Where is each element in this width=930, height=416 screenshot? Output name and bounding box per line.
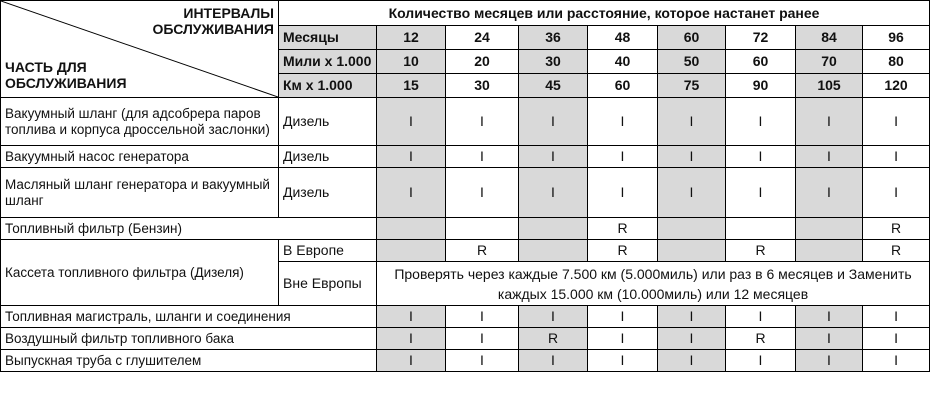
header-unit-label: Мили x 1.000 <box>279 50 377 74</box>
interval-value: 30 <box>446 74 519 98</box>
service-mark: I <box>446 328 519 350</box>
table-row <box>1 168 930 218</box>
header-unit-label: Месяцы <box>279 26 377 50</box>
service-mark: I <box>658 168 726 218</box>
interval-title-line: ИНТЕРВАЛЫ <box>183 5 274 21</box>
service-mark: I <box>863 98 930 146</box>
service-mark: I <box>446 350 519 372</box>
interval-value: 36 <box>519 26 588 50</box>
service-mark: I <box>796 328 863 350</box>
service-mark: I <box>658 98 726 146</box>
header-unit-label: Км x 1.000 <box>279 74 377 98</box>
interval-title <box>152 5 274 37</box>
engine-type: В Европе <box>279 240 377 262</box>
service-mark: R <box>726 328 796 350</box>
engine-type: Дизель <box>279 98 377 146</box>
part-name: Вакуумный шланг (для адсобрера паров топлива и корпуса дроссельной заслонки) <box>1 98 279 146</box>
interval-value: 60 <box>726 50 796 74</box>
engine-type: Дизель <box>279 168 377 218</box>
table-row <box>1 306 930 328</box>
engine-type: Дизель <box>279 146 377 168</box>
service-mark: I <box>446 146 519 168</box>
part-title-line: ЧАСТЬ ДЛЯ <box>5 58 87 75</box>
service-note: Проверять через каждые 7.500 км (5.000миль) или раз в 6 месяцев и Заменить каждых 15.000 км (10.000миль) или 12 месяцев <box>377 262 930 306</box>
service-mark: I <box>796 98 863 146</box>
service-mark: I <box>796 306 863 328</box>
service-mark: I <box>377 146 446 168</box>
service-mark: I <box>796 146 863 168</box>
service-mark: I <box>658 328 726 350</box>
service-mark: I <box>519 168 588 218</box>
service-mark: I <box>377 306 446 328</box>
service-mark: I <box>658 146 726 168</box>
service-mark: I <box>726 146 796 168</box>
service-mark: I <box>726 98 796 146</box>
table-row <box>1 350 930 372</box>
service-mark: I <box>377 328 446 350</box>
service-mark <box>519 218 588 240</box>
service-mark <box>519 240 588 262</box>
service-mark: R <box>588 240 658 262</box>
service-mark: I <box>658 350 726 372</box>
engine-type: Вне Европы <box>279 262 377 306</box>
interval-value: 50 <box>658 50 726 74</box>
service-mark: I <box>588 168 658 218</box>
interval-value: 40 <box>588 50 658 74</box>
table-row <box>1 240 930 262</box>
interval-value: 20 <box>446 50 519 74</box>
part-title <box>5 59 127 91</box>
service-mark <box>796 218 863 240</box>
service-mark: I <box>796 350 863 372</box>
service-mark: I <box>446 98 519 146</box>
service-mark: R <box>863 240 930 262</box>
interval-value: 24 <box>446 26 519 50</box>
part-name: Воздушный фильтр топливного бака <box>1 328 377 350</box>
service-mark: I <box>726 306 796 328</box>
interval-value: 10 <box>377 50 446 74</box>
interval-value: 80 <box>863 50 930 74</box>
service-mark <box>377 240 446 262</box>
service-mark: I <box>588 98 658 146</box>
interval-value: 70 <box>796 50 863 74</box>
part-name: Выпускная труба с глушителем <box>1 350 377 372</box>
service-mark: I <box>519 98 588 146</box>
header-corner <box>1 1 279 98</box>
service-mark: I <box>863 146 930 168</box>
service-mark: R <box>588 218 658 240</box>
interval-value: 48 <box>588 26 658 50</box>
service-mark <box>658 218 726 240</box>
service-mark: I <box>796 168 863 218</box>
interval-value: 90 <box>726 74 796 98</box>
service-mark: I <box>519 306 588 328</box>
interval-value: 45 <box>519 74 588 98</box>
service-mark: R <box>726 240 796 262</box>
service-mark: I <box>446 168 519 218</box>
interval-value: 120 <box>863 74 930 98</box>
table-row <box>1 218 930 240</box>
interval-value: 84 <box>796 26 863 50</box>
service-mark: I <box>863 306 930 328</box>
service-mark: R <box>446 240 519 262</box>
service-mark: I <box>377 350 446 372</box>
service-mark: I <box>863 328 930 350</box>
service-mark: I <box>588 328 658 350</box>
service-mark: I <box>446 306 519 328</box>
service-mark: I <box>377 168 446 218</box>
table-row <box>1 146 930 168</box>
service-mark: I <box>726 168 796 218</box>
service-mark: I <box>863 350 930 372</box>
service-mark <box>726 218 796 240</box>
interval-banner: Количество месяцев или расстояние, которое настанет ранее <box>279 1 930 26</box>
service-mark: I <box>377 98 446 146</box>
interval-value: 105 <box>796 74 863 98</box>
part-name: Топливная магистраль, шланги и соединения <box>1 306 377 328</box>
interval-value: 12 <box>377 26 446 50</box>
interval-value: 30 <box>519 50 588 74</box>
interval-value: 75 <box>658 74 726 98</box>
interval-value: 60 <box>658 26 726 50</box>
service-mark: I <box>588 306 658 328</box>
service-mark <box>796 240 863 262</box>
interval-value: 96 <box>863 26 930 50</box>
part-name: Кассета топливного фильтра (Дизеля) <box>1 240 279 306</box>
table-row <box>1 328 930 350</box>
part-name: Масляный шланг генератора и вакуумный шланг <box>1 168 279 218</box>
service-mark: I <box>863 168 930 218</box>
service-mark: I <box>658 306 726 328</box>
service-mark <box>377 218 446 240</box>
part-title-line: ОБСЛУЖИВАНИЯ <box>5 74 127 91</box>
interval-value: 15 <box>377 74 446 98</box>
service-mark: R <box>519 328 588 350</box>
service-mark: I <box>519 350 588 372</box>
service-mark <box>658 240 726 262</box>
table-row <box>1 98 930 146</box>
service-mark: R <box>863 218 930 240</box>
interval-title-line: ОБСЛУЖИВАНИЯ <box>152 21 274 38</box>
service-mark <box>446 218 519 240</box>
service-mark: I <box>588 350 658 372</box>
service-mark: I <box>726 350 796 372</box>
interval-value: 72 <box>726 26 796 50</box>
part-name: Вакуумный насос генератора <box>1 146 279 168</box>
interval-value: 60 <box>588 74 658 98</box>
service-mark: I <box>519 146 588 168</box>
service-mark: I <box>588 146 658 168</box>
part-name: Топливный фильтр (Бензин) <box>1 218 377 240</box>
